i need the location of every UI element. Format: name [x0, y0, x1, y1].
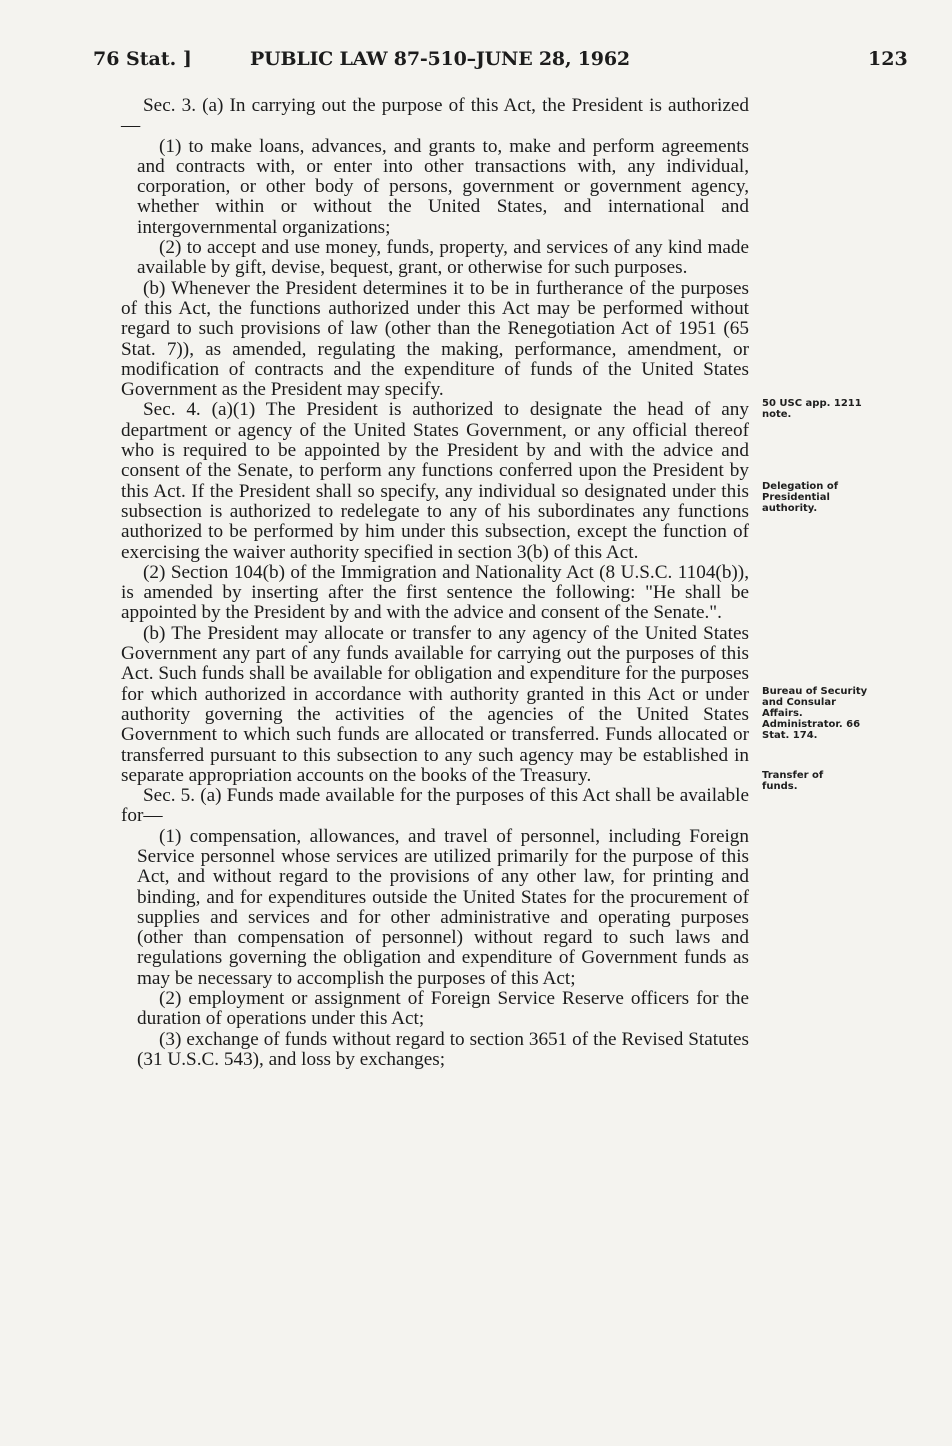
section-5-clause-3: (3) exchange of funds without regard to section 3651 of the Revised Statutes (31 U.S.C. 543), and loss by exchanges; [137, 1028, 749, 1070]
section-5-clause-1: (1) compensation, allowances, and travel of personnel, including Foreign Service personnel whose services are utilized primarily for the purpose of this Act, and without regard to the provisions of any other law, for printing and binding, and for expenditures outside the United States for the procurement of supplies and services and for other administrative and operating purposes (other than compensation of personnel) without regard to such laws and regulations governing the obligation and expenditure of Government funds as may be necessary to accomplish the purposes of this Act; [137, 825, 749, 989]
section-4-b: (b) The President may allocate or transfer to any agency of the United States Government any part of any funds available for carrying out the purposes of this Act. Such funds shall be available for obligation and expenditure for the purposes for which authorized in accordance with authority granted in this Act or under authority governing the activities of the agencies of the United States Government to which such funds are allocated or transferred. Funds allocated or transferred pursuant to this subsection to any such agency may be established in separate appropriation accounts on the books of the Treasury. [121, 622, 749, 786]
section-3-b: (b) Whenever the President determines it to be in furtherance of the purposes of this Act, the functions authorized under this Act may be performed without regard to such provisions of law (other than the Renegotiation Act of 1951 (65 Stat. 7)), as amended, regulating the making, performance, amendment, or modification of contracts and the expenditure of funds of the United States Government as the President may specify. [121, 277, 749, 401]
page-number: 123 [868, 48, 908, 70]
law-text [121, 96, 749, 1070]
section-3-clause-2: (2) to accept and use money, funds, property, and services of any kind made available by gift, devise, bequest, grant, or otherwise for such purposes. [137, 237, 749, 279]
margin-note-usc: 50 USC app. 1211 note. [762, 398, 862, 420]
statute-volume-label: 76 Stat. ] [93, 48, 192, 70]
section-4-a-1: Sec. 4. (a)(1) The President is authorized to designate the head of any department or agency of the United States Government, or any official thereof who is required to be appointed by the President by and with the advice and consent of the Senate, to perform any functions conferred upon the President by this Act. If the President shall so specify, any individual so designated under this subsection is authorized to redelegate to any of his subordinates any functions authorized to be performed by him under this subsection, except the function of exercising the waiver authority specified in section 3(b) of this Act. [121, 399, 749, 563]
page-title: PUBLIC LAW 87-510–JUNE 28, 1962 [250, 48, 630, 70]
section-3-clause-1: (1) to make loans, advances, and grants to, make and perform agreements and contracts with, or enter into other transactions with, any individual, corporation, or other body of persons, government or government agency, whether within or without the United States, and international and intergovernmental organizations; [137, 135, 749, 238]
section-3-intro: Sec. 3. (a) In carrying out the purpose of this Act, the President is authorized— [121, 95, 749, 137]
section-4-a-2: (2) Section 104(b) of the Immigration and Nationality Act (8 U.S.C. 1104(b)), is amended by inserting after the first sentence the following: "He shall be appointed by the President by and with the advice and consent of the Senate.". [121, 561, 749, 624]
section-5-intro: Sec. 5. (a) Funds made available for the purposes of this Act shall be available for— [121, 785, 749, 827]
section-5-clause-2: (2) employment or assignment of Foreign Service Reserve officers for the duration of operations under this Act; [137, 988, 749, 1030]
margin-note-delegation: Delegation of Presidential authority. [762, 481, 839, 514]
margin-note-bureau: Bureau of Security and Consular Affairs. Administrator. 66 Stat. 174. [762, 686, 868, 741]
margin-note-transfer: Transfer of funds. [762, 770, 824, 792]
